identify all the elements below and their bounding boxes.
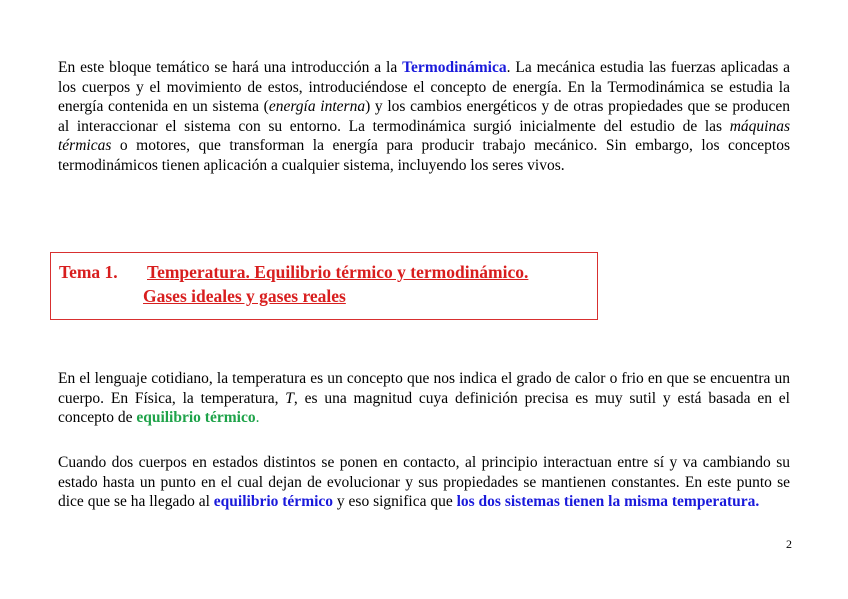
intro-text-4: o motores, que transforman la energía para producir trabajo mecánico. Sin embargo, los conceptos termodinámicos tienen aplicación a cualquier sistema, incluyendo los seres vivos. [58,137,790,174]
term-equilibrio-termico-2: equilibrio térmico [213,493,334,510]
equilibrium-paragraph [58,453,790,512]
term-energia-interna: energía interna [268,98,366,115]
symbol-t: T [285,389,294,407]
tema-label: Tema 1. [59,262,118,282]
p3-text-1: Cuando dos cuerpos en estados distintos se ponen en contacto, al principio interactuan entre sí y va cambiando su estado hasta un punto en el cual dejan de evolucionar y sus propiedades se mantienen constantes. En este punto se dice que se ha llegado al [58,454,790,510]
term-maquinas-termicas: máquinas térmicas [58,117,790,154]
intro-text-3: ) y los cambios energéticos y de otras propiedades que se producen al interaccionar el sistema con su entorno. La termodinámica surgió inicialmente del estudio de las [58,98,791,135]
p2-text-1: En el lenguaje cotidiano, la temperatura es un concepto que nos indica el grado de calor o frio en que se encuentra un cuerpo. En Física, la temperatura, [58,370,790,407]
tema-title-line-2: Gases ideales y gases reales [143,286,346,306]
tema-title-line-1: Temperatura. Equilibrio térmico y termodinámico. [147,262,529,282]
term-misma-temperatura: los dos sistemas tienen la misma temperatura. [456,493,760,510]
intro-text-2: . La mecánica estudia las fuerzas aplicadas a los cuerpos y el movimiento de estos, introduciéndose el concepto de energía. En la Termodinámica se estudia la energía contenida en un sistema ( [58,59,790,115]
p2-text-3: . [255,409,260,426]
p3-text-2: y eso significa que [333,493,457,510]
tema-heading-box [50,252,598,320]
temperature-paragraph [58,369,790,428]
intro-paragraph [58,58,790,175]
p2-text-2: , es una magnitud cuya definición precisa es muy sutil y está basada en el concepto de [58,389,790,426]
intro-text-1: En este bloque temático se hará una introducción a la [58,59,403,76]
term-termodinamica: Termodinámica [402,59,507,76]
term-equilibrio-termico: equilibrio térmico [136,409,256,426]
page-number: 2 [786,537,792,551]
